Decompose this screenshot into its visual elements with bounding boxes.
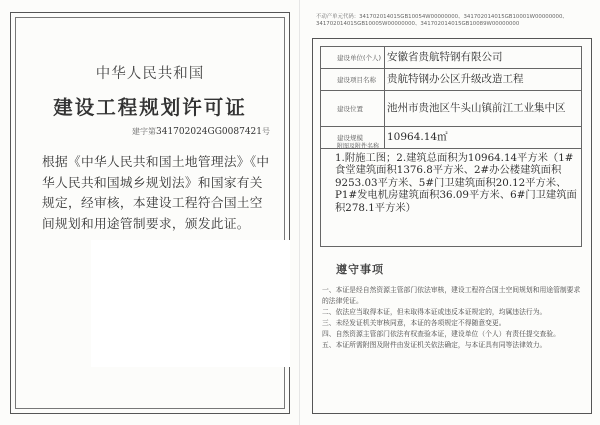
- project-info-table: [320, 46, 582, 149]
- field-label-builder: 建设单位(个人): [321, 47, 385, 69]
- attachments-label: 附图及附件名称: [337, 143, 380, 150]
- country-name: 中华人民共和国: [95, 66, 205, 82]
- notice-item: 二、依法应当取得本证，但未取得本证或违反本证规定的，均属违法行为。: [322, 308, 547, 316]
- field-value-location: 池州市贵池区牛头山镇前江工业集中区: [385, 91, 582, 127]
- property-unit-codes: 不动产单元代码：341702014015GB10054W00000000、341702014015GB10001W00000000、341702014015GB10005W00000000、341702014015GB10089W00000000: [316, 14, 568, 27]
- notice-title: 遵守事项: [336, 263, 384, 276]
- table-row: [321, 91, 582, 127]
- field-label-location: 建设位置: [321, 91, 385, 127]
- permit-number-suffix: 号: [262, 127, 270, 136]
- field-value-builder: 安徽省贵航特钢有限公司: [385, 47, 582, 69]
- field-value-scale: 10964.14㎡: [385, 127, 582, 149]
- notice-list: [322, 285, 584, 351]
- notice-item: 一、本证是经自然资源主管部门依法审核，建设工程符合国土空间规划和用途管制要求的法律凭证。: [322, 286, 581, 305]
- permit-number: [132, 126, 270, 137]
- notice-item: 三、未经发证机关审核同意，本证的各项规定不得随意变更。: [322, 319, 506, 327]
- issuance-statement: 根据《中华人民共和国土地管理法》《中华人民共和国城乡规划法》和国家有关规定，经审核，本建设工程符合国土空间规划和用途管制要求，颁发此证。: [42, 154, 270, 231]
- attachments-text: 1.附施工图；2.建筑总面积为10964.14平方米（1#食堂建筑面积1376.8平方米、2#办公楼建筑面积9253.03平方米、5#门卫建筑面积20.12平方米、P1#发电机房建筑面积36.09平方米、6#门卫建筑面积278.1平方米）: [335, 152, 577, 214]
- table-row: [321, 69, 582, 91]
- notice-item: 四、自然资源主管部门依法有权查验本证，建设单位（个人）有责任提交查验。: [322, 330, 560, 338]
- permit-number-prefix: 建字第: [132, 127, 156, 136]
- document-title: 建设工程规划许可证: [53, 96, 247, 119]
- redaction-block: [91, 240, 290, 367]
- attachments-box: [320, 137, 582, 247]
- field-value-project-name: 贵航特钢办公区升级改造工程: [385, 69, 582, 91]
- field-label-scale: 建设规模: [321, 127, 385, 149]
- field-label-project-name: 建设项目名称: [321, 69, 385, 91]
- table-row: [321, 47, 582, 69]
- notice-item: 五、本证所需附图及附件由发证机关依法确定，与本证具有同等法律效力。: [322, 341, 547, 349]
- permit-number-value: 341702024GG0087421: [156, 127, 262, 137]
